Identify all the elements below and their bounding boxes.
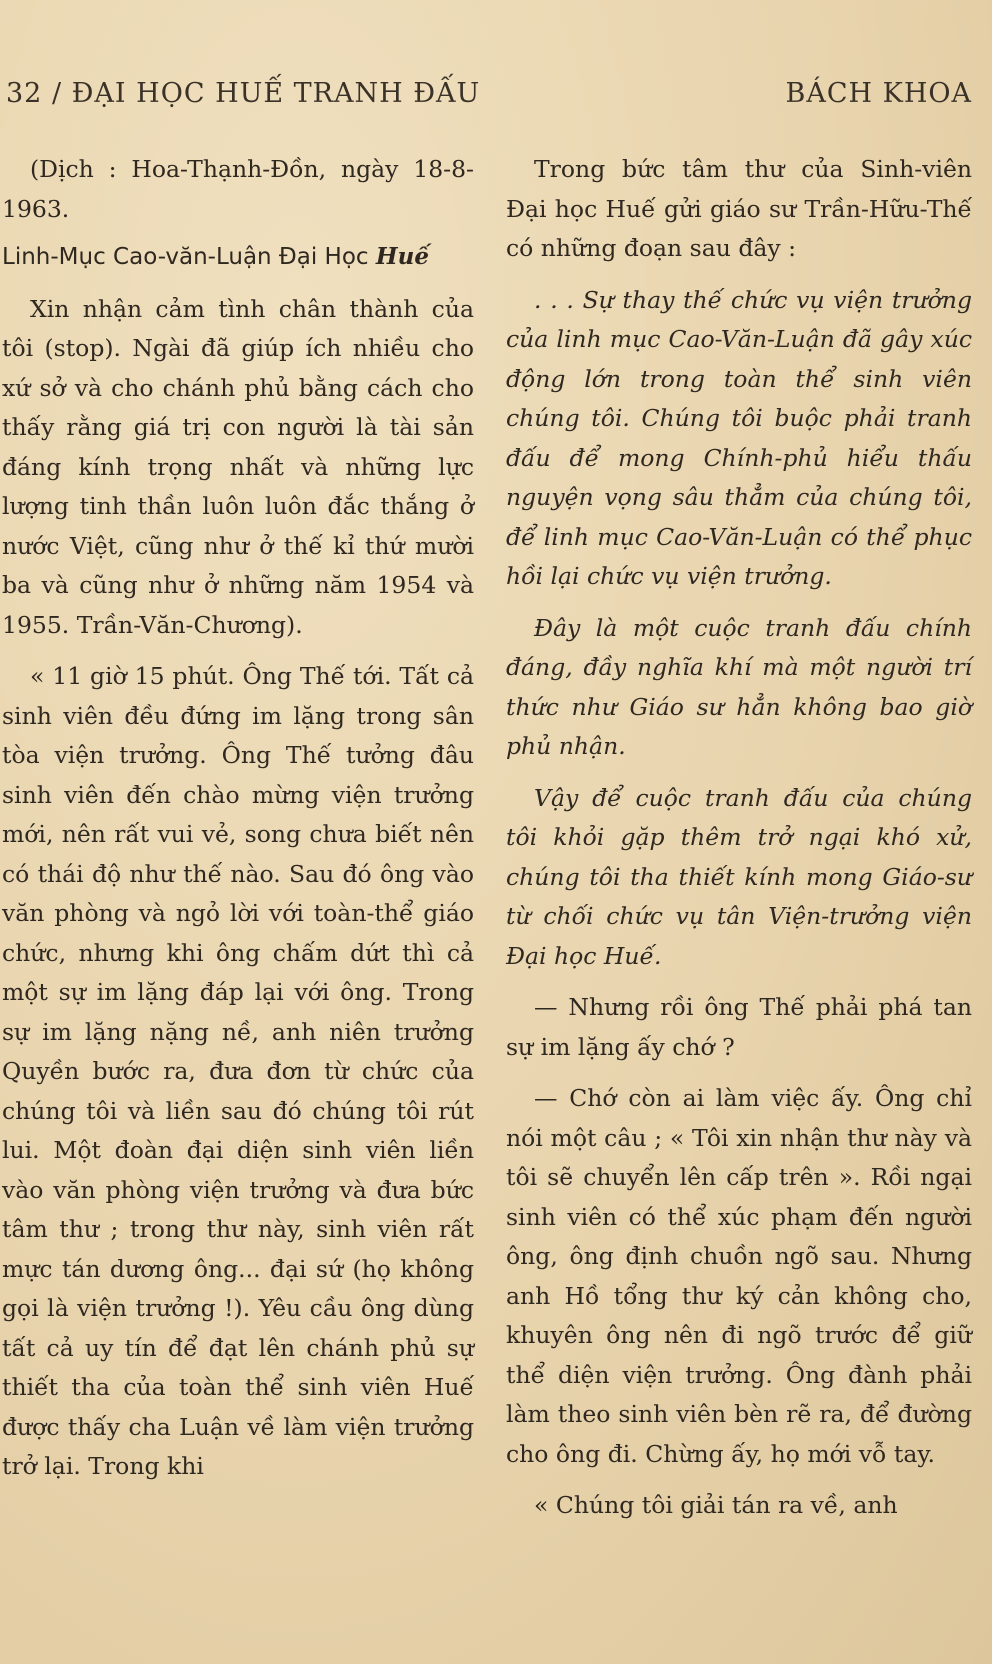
letter-quote-3: Vậy để cuộc tranh đấu của chúng tôi khỏi gặp thêm trở ngại khó xử, chúng tôi tha thiết kính mong Giáo-sư từ chối chức vụ tân Viện-trưởng viện Đại học Huế. [506, 783, 972, 970]
dialogue-question: — Nhưng rồi ông Thế phải phá tan sự im lặng ấy chớ ? [506, 993, 972, 1061]
telegram-address [2, 237, 474, 278]
telegram-address-text: Linh-Mục Cao-văn-Luận Đại Học [2, 244, 369, 270]
continuation: « Chúng tôi giải tán ra về, anh [534, 1491, 898, 1519]
right-column [506, 150, 972, 1538]
left-column [2, 150, 474, 1499]
letter-quote-2: Đây là một cuộc tranh đấu chính đáng, đầy nghĩa khí mà một người trí thức như Giáo sư hẳn không bao giờ phủ nhận. [506, 613, 972, 760]
running-header [6, 78, 972, 118]
header-left: 32 / ĐẠI HỌC HUẾ TRANH ĐẤU [6, 78, 481, 109]
telegram-address-em: Huế [375, 243, 429, 270]
header-right: BÁCH KHOA [785, 78, 972, 109]
letter-intro: Trong bức tâm thư của Sinh-viên Đại học Huế gửi giáo sư Trần-Hữu-Thế có những đoạn sau đây : [506, 155, 972, 262]
dialogue-answer: — Chớ còn ai làm việc ấy. Ông chỉ nói một câu ; « Tôi xin nhận thư này và tôi sẽ chuyển lên cấp trên ». Rồi ngại sinh viên có thể xúc phạm đến người ông, ông định chuồn ngõ sau. Nhưng anh Hồ tổng thư ký cản không cho, khuyên ông nên đi ngõ trước để giữ thể diện viện trưởng. Ông đành phải làm theo sinh viên bèn rẽ ra, để đường cho ông đi. Chừng ấy, họ mới vỗ tay. [506, 1084, 972, 1468]
telegram-body: Xin nhận cảm tình chân thành của tôi (stop). Ngài đã giúp ích nhiều cho xứ sở và cho chánh phủ bằng cách cho thấy rằng giá trị con người là tài sản đáng kính trọng nhất và những lực lượng tinh thần luôn luôn đắc thắng ở nước Việt, cũng như ở thế kỉ thứ mười ba và cũng như ở những năm 1954 và 1955. Trần-Văn-Chương). [2, 294, 474, 639]
narrative-paragraph: « 11 giờ 15 phút. Ông Thế tới. Tất cả sinh viên đều đứng im lặng trong sân tòa viện trưởng. Ông Thế tưởng đâu sinh viên đến chào mừng viện trưởng mới, nên rất vui vẻ, song chưa biết nên có thái độ như thế nào. Sau đó ông vào văn phòng và ngỏ lời với toàn-thể giáo chức, nhưng khi ông chấm dứt thì cả một sự im lặng đáp lại với ông. Trong sự im lặng nặng nề, anh niên trưởng Quyền bước ra, đưa đơn từ chức của chúng tôi và liền sau đó chúng tôi rút lui. Một đoàn đại diện sinh viên liền vào văn phòng viện trưởng và đưa bức tâm thư ; trong thư này, sinh viên rất mực tán dương ông... đại sứ (họ không gọi là viện trưởng !). Yêu cầu ông dùng tất cả uy tín để đạt lên chánh phủ sự thiết tha của toàn thể sinh viên Huế được thấy cha Luận về làm viện trưởng trở lại. Trong khi [2, 662, 474, 1480]
translation-note: (Dịch : Hoa-Thạnh-Đồn, ngày 18-8-1963. [2, 155, 474, 223]
letter-quote-1: . . . Sự thay thế chức vụ viện trưởng của linh mục Cao-Văn-Luận đã gây xúc động lớn trong toàn thể sinh viên chúng tôi. Chúng tôi buộc phải tranh đấu để mong Chính-phủ hiểu thấu nguyện vọng sâu thẳm của chúng tôi, để linh mục Cao-Văn-Luận có thể phục hồi lại chức vụ viện trưởng. [506, 285, 972, 590]
